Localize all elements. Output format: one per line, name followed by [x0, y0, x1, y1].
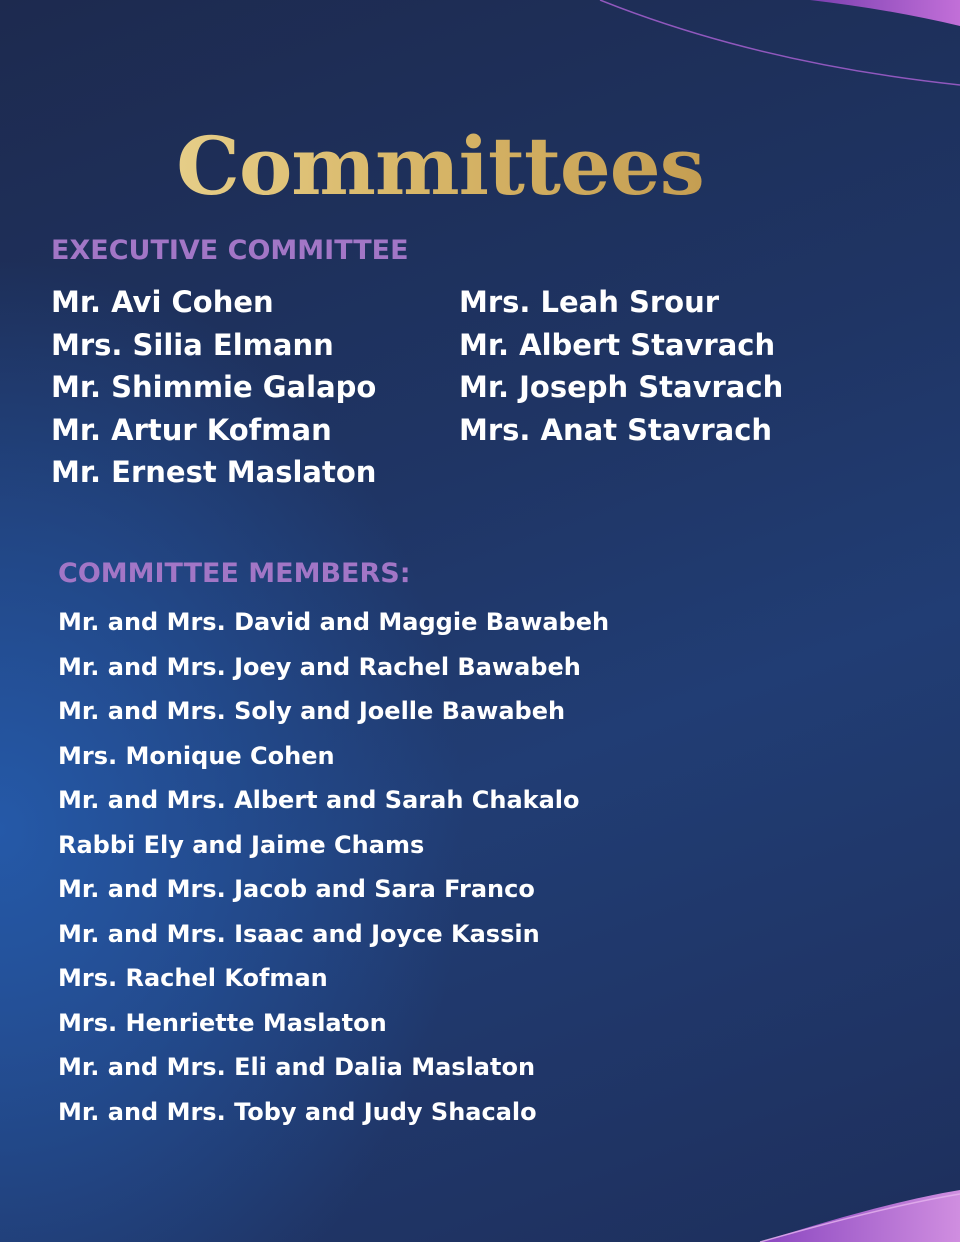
committee-member: Mr. and Mrs. David and Maggie Bawabeh — [58, 608, 610, 636]
committee-member: Rabbi Ely and Jaime Chams — [58, 830, 425, 859]
executive-committee-list-left — [51, 281, 376, 494]
page-title: Committees — [0, 116, 880, 216]
executive-member: Mrs. Anat Stavrach — [459, 412, 773, 447]
committee-members-list — [58, 600, 609, 1134]
bottom-ribbon — [760, 1190, 960, 1242]
committee-member: Mr. and Mrs. Isaac and Joyce Kassin — [58, 919, 540, 948]
committee-members-heading: COMMITTEE MEMBERS: — [58, 558, 411, 589]
committee-member: Mr. and Mrs. Toby and Judy Shacalo — [58, 1097, 537, 1126]
bottom-ribbon-highlight — [760, 1194, 960, 1242]
committee-member: Mr. and Mrs. Albert and Sarah Chakalo — [58, 786, 580, 814]
executive-member: Mr. Ernest Maslaton — [51, 455, 377, 489]
executive-member: Mr. Artur Kofman — [51, 412, 332, 447]
executive-committee-heading: EXECUTIVE COMMITTEE — [51, 235, 409, 266]
committee-member: Mrs. Henriette Maslaton — [58, 1008, 387, 1037]
executive-committee-list-right — [459, 281, 783, 451]
executive-member: Mrs. Silia Elmann — [51, 327, 334, 362]
executive-member: Mr. Avi Cohen — [51, 285, 274, 319]
executive-member: Mrs. Leah Srour — [459, 285, 720, 319]
executive-member: Mr. Shimmie Galapo — [51, 370, 377, 404]
committee-member: Mr. and Mrs. Joey and Rachel Bawabeh — [58, 652, 581, 681]
top-ribbon-line — [600, 0, 960, 85]
executive-member: Mr. Albert Stavrach — [459, 327, 776, 362]
committee-member: Mr. and Mrs. Soly and Joelle Bawabeh — [58, 697, 566, 725]
top-ribbon — [810, 0, 960, 26]
executive-member: Mr. Joseph Stavrach — [459, 370, 784, 404]
committee-member: Mrs. Monique Cohen — [58, 741, 335, 770]
committee-member: Mr. and Mrs. Eli and Dalia Maslaton — [58, 1053, 536, 1081]
committee-member: Mrs. Rachel Kofman — [58, 964, 328, 992]
committee-member: Mr. and Mrs. Jacob and Sara Franco — [58, 875, 535, 903]
